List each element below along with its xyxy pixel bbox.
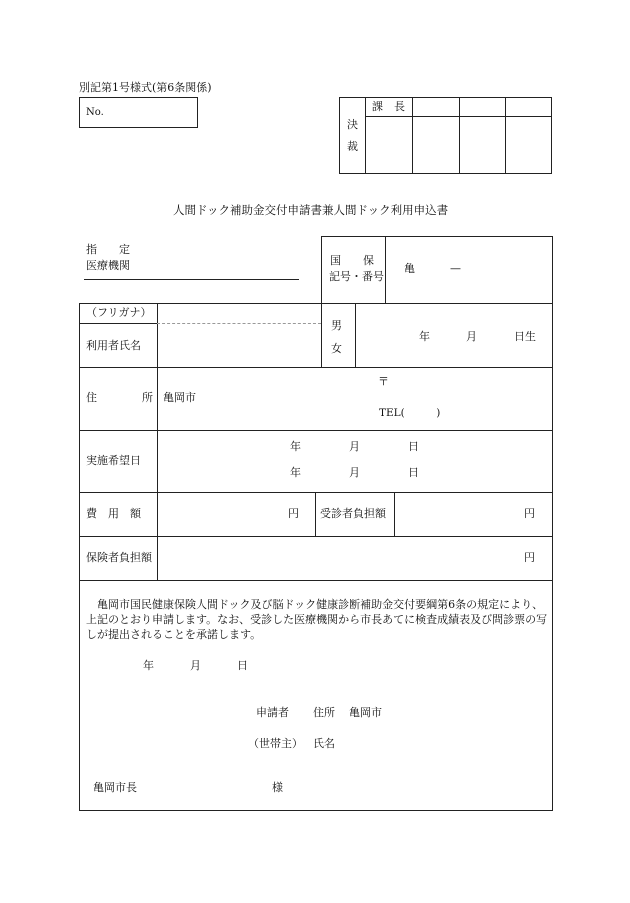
sex-male-option[interactable]: 男 [331, 319, 342, 332]
address-label-1: 住 [86, 391, 97, 404]
approval-stamp-cell[interactable] [366, 117, 412, 173]
declaration-month: 月 [190, 659, 201, 672]
fee-label: 費 用 額 [86, 507, 141, 520]
declaration-date-input[interactable] [100, 656, 250, 674]
desired-date-1-month: 月 [349, 440, 360, 453]
birth-day-label: 日生 [514, 330, 536, 343]
desired-date-label: 実施希望日 [86, 454, 141, 467]
insurer-burden-label: 保険者負担額 [86, 551, 152, 564]
user-name-label: 利用者氏名 [86, 339, 141, 352]
household-head-label: （世帯主） [248, 737, 303, 750]
address-label-2: 所 [142, 391, 153, 404]
furigana-label: （フリガナ） [86, 306, 152, 319]
fee-input[interactable] [162, 500, 282, 522]
approval-side-label-2: 裁 [347, 140, 358, 153]
address-city: 亀岡市 [163, 391, 196, 404]
desired-date-2-day: 日 [408, 466, 419, 479]
insurance-dash: — [450, 262, 461, 275]
desired-date-1-day: 日 [408, 440, 419, 453]
insurer-burden-yen: 円 [524, 551, 535, 564]
patient-burden-input[interactable] [400, 500, 518, 522]
applicant-address-city: 亀岡市 [349, 706, 382, 719]
insurance-label-1: 国 保 [330, 254, 374, 267]
desired-date-1-input[interactable] [200, 437, 430, 455]
applicant-label: 申請者 [256, 706, 289, 719]
patient-burden-label: 受診者負担額 [320, 507, 386, 520]
desired-date-2-month: 月 [349, 466, 360, 479]
postal-mark: 〒 [378, 375, 389, 388]
declaration-day: 日 [237, 659, 248, 672]
mayor-addressee: 亀岡市長 [93, 781, 137, 794]
approval-header-section-chief: 課 長 [372, 100, 405, 113]
applicant-name-label: 氏名 [313, 737, 335, 750]
fee-yen: 円 [288, 507, 299, 520]
page-title: 人間ドック補助金交付申請書兼人間ドック利用申込書 [173, 203, 449, 217]
address-input[interactable] [200, 388, 540, 404]
designated-label-2: 医療機関 [86, 259, 130, 272]
insurance-number-input[interactable] [418, 258, 543, 278]
declaration-year: 年 [143, 659, 154, 672]
number-label: No. [86, 107, 104, 118]
insurance-label-2: 記号・番号 [329, 270, 384, 283]
designated-label-1: 指 定 [86, 243, 130, 256]
furigana-input[interactable] [160, 305, 318, 321]
designated-input[interactable] [145, 250, 295, 276]
insurer-burden-input[interactable] [162, 544, 517, 566]
insurance-prefix: 亀 [404, 262, 415, 275]
user-name-input[interactable] [160, 327, 318, 365]
applicant-address-input[interactable] [390, 703, 545, 721]
birth-year-label: 年 [419, 330, 430, 343]
birth-month-label: 月 [466, 330, 477, 343]
desired-date-1-year: 年 [290, 440, 301, 453]
applicant-address-label: 住所 [313, 706, 335, 719]
telephone-label: TEL( ) [379, 407, 441, 419]
desired-date-2-input[interactable] [200, 463, 430, 481]
approval-side-label-1: 決 [347, 118, 358, 131]
sex-female-option[interactable]: 女 [331, 342, 342, 355]
form-id: 別記第1号様式(第6条関係) [79, 81, 212, 94]
applicant-name-input[interactable] [345, 734, 545, 752]
addressee-honorific: 様 [272, 781, 283, 794]
desired-date-2-year: 年 [290, 466, 301, 479]
declaration-text: 亀岡市国民健康保険人間ドック及び脳ドック健康診断補助金交付要綱第6条の規定により、上記のとおり申請します。なお、受診した医療機関から市長あてに検査成績表及び問診票の写しが提出されることを承諾します。 [86, 598, 548, 641]
patient-burden-yen: 円 [524, 507, 535, 520]
